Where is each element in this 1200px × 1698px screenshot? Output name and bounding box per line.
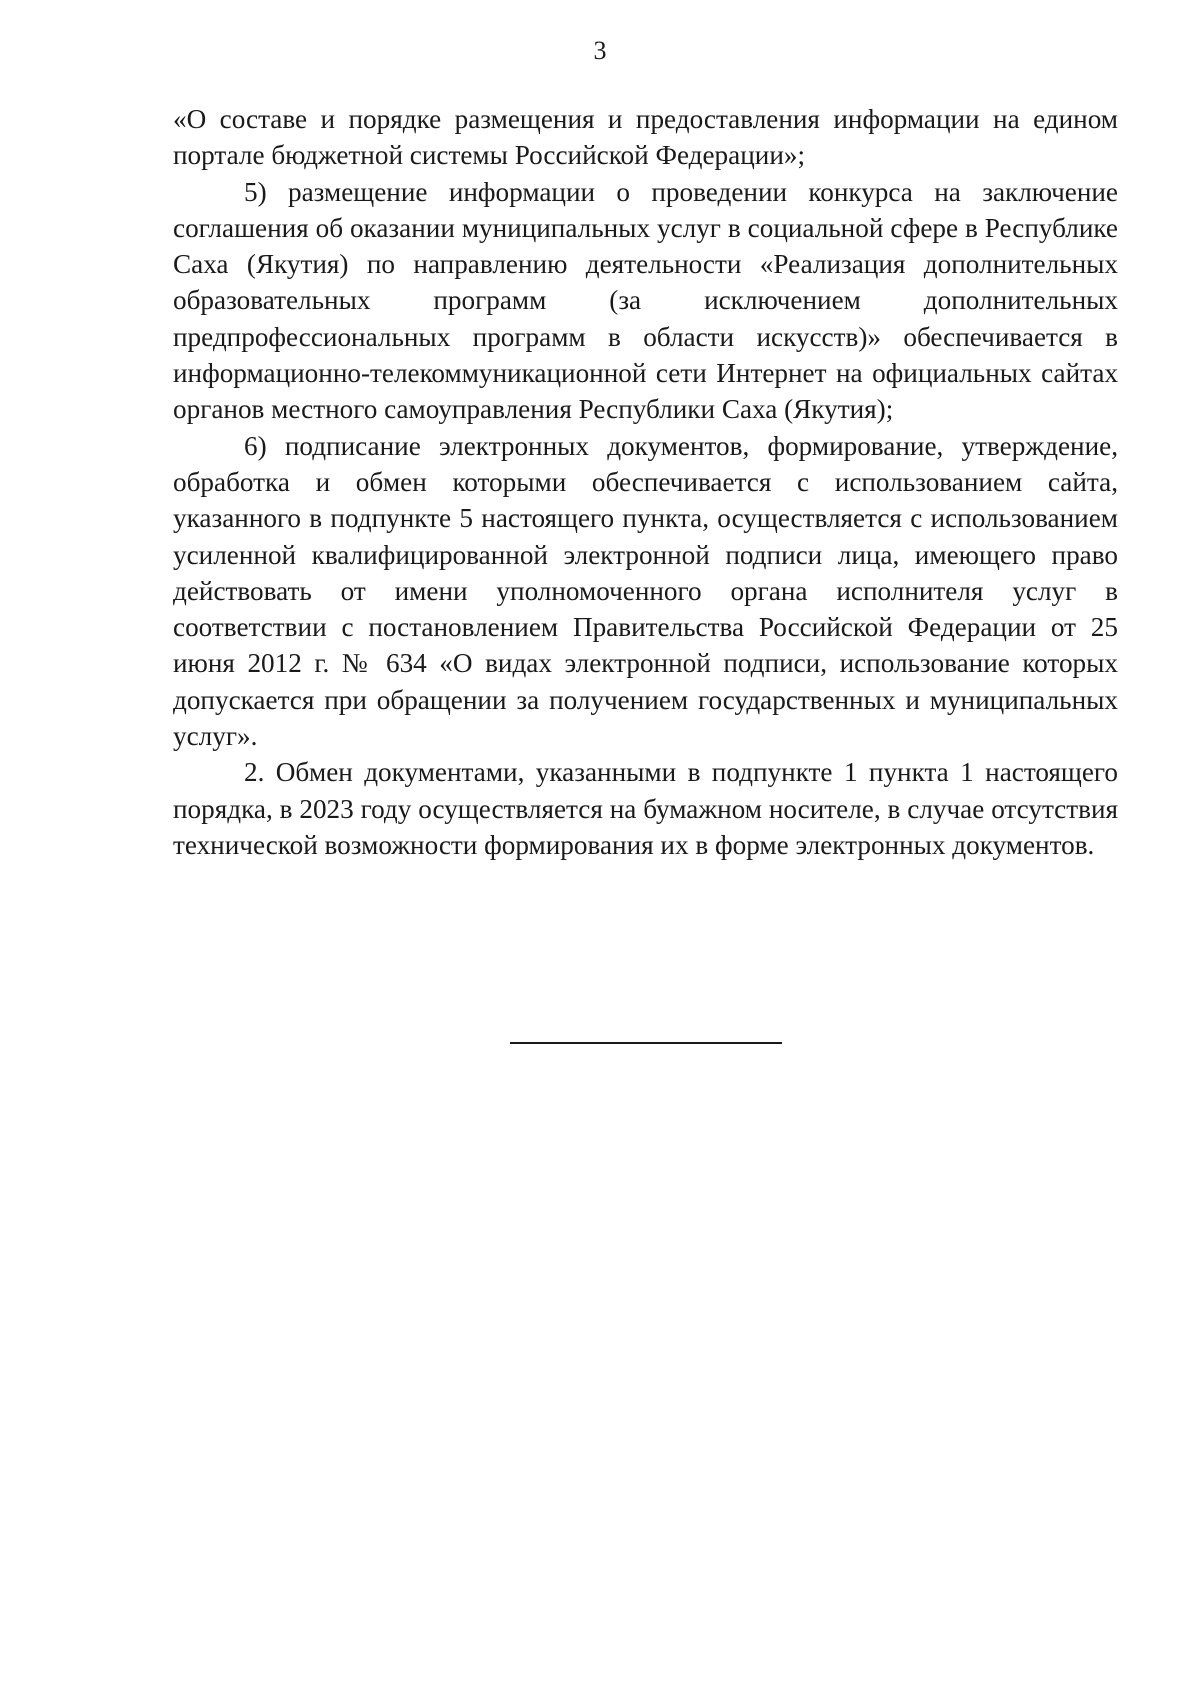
paragraph-item-6: 6) подписание электронных документов, формирование, утверждение, обработка и обмен которыми обеспечивается с использованием сайта, указанного в подпункте 5 настоящего пункта, осуществляется с использованием усиленной квалифицированной электронной подписи лица, имеющего право действовать от имени уполномоченного органа исполнителя услуг в соответствии с постановлением Правительства Российской Федерации от 25 июня 2012 г. № 634 «О видах электронной подписи, использование которых допускается при обращении за получением государственных и муниципальных услуг». [173, 430, 1118, 752]
paragraph-continuation: «О составе и порядке размещения и предоставления информации на едином портале бюджетной системы Российской Федерации»; [173, 104, 1118, 171]
page-number: 3 [593, 36, 607, 65]
paragraph-section-2: 2. Обмен документами, указанными в подпункте 1 пункта 1 настоящего порядка, в 2023 году осуществляется на бумажном носителе, в случае отсутствия технической возможности формирования их в форме электронных документов. [173, 757, 1118, 860]
document-body [173, 101, 1118, 863]
paragraph-item-5: 5) размещение информации о проведении конкурса на заключение соглашения об оказании муниципальных услуг в социальной сфере в Республике Саха (Якутия) по направлению деятельности «Реализация дополнительных образовательных программ (за исключением дополнительных предпрофессиональных программ в области искусств)» обеспечивается в информационно-телекоммуникационной сети Интернет на официальных сайтах органов местного самоуправления Республики Саха (Якутия); [173, 176, 1118, 425]
end-of-document-divider [510, 1042, 782, 1044]
